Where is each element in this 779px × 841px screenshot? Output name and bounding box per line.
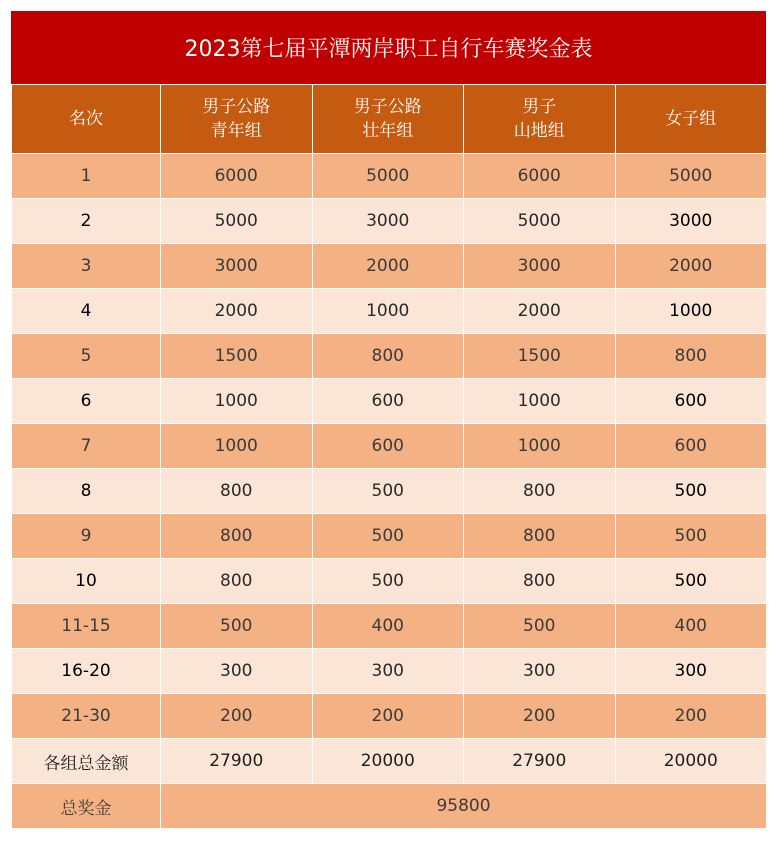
prize-cell: 600 — [312, 424, 464, 469]
header-women — [615, 85, 767, 154]
prize-cell: 1000 — [464, 379, 616, 424]
header-line1: 男子公路 — [202, 97, 271, 117]
group-total-value: 27900 — [161, 739, 313, 784]
prize-cell: 1000 — [312, 289, 464, 334]
header-men-road-adult — [312, 85, 464, 154]
prize-cell: 500 — [312, 559, 464, 604]
rank-cell: 8 — [12, 469, 161, 514]
prize-cell: 500 — [312, 469, 464, 514]
prize-cell: 800 — [464, 514, 616, 559]
prize-cell: 400 — [615, 604, 767, 649]
prize-table-container — [11, 11, 766, 829]
table-body — [12, 154, 767, 829]
table-row — [12, 604, 767, 649]
prize-cell: 800 — [312, 334, 464, 379]
prize-cell: 2000 — [464, 289, 616, 334]
prize-cell: 3000 — [615, 199, 767, 244]
prize-cell: 800 — [161, 559, 313, 604]
rank-cell: 1 — [12, 154, 161, 199]
prize-cell: 1000 — [161, 424, 313, 469]
prize-cell: 1000 — [161, 379, 313, 424]
rank-cell: 2 — [12, 199, 161, 244]
prize-cell: 1000 — [615, 289, 767, 334]
prize-cell: 800 — [615, 334, 767, 379]
header-line2: 壮年组 — [362, 121, 414, 141]
table-row — [12, 694, 767, 739]
rank-cell: 3 — [12, 244, 161, 289]
table-row — [12, 199, 767, 244]
prize-cell: 3000 — [312, 199, 464, 244]
table-title: 2023第七届平潭两岸职工自行车赛奖金表 — [11, 11, 766, 84]
prize-cell: 5000 — [464, 199, 616, 244]
table-row — [12, 559, 767, 604]
prize-cell: 500 — [312, 514, 464, 559]
rank-cell: 10 — [12, 559, 161, 604]
prize-cell: 600 — [615, 424, 767, 469]
rank-cell: 7 — [12, 424, 161, 469]
header-rank — [12, 85, 161, 154]
grand-total-value: 95800 — [161, 784, 767, 829]
prize-cell: 3000 — [464, 244, 616, 289]
header-line1: 男子 — [522, 97, 557, 117]
prize-cell: 500 — [615, 559, 767, 604]
prize-table — [11, 84, 767, 829]
table-row — [12, 244, 767, 289]
table-row — [12, 514, 767, 559]
table-row — [12, 424, 767, 469]
group-total-label: 各组总金额 — [12, 739, 161, 784]
prize-cell: 2000 — [312, 244, 464, 289]
header-row — [12, 85, 767, 154]
prize-cell: 400 — [312, 604, 464, 649]
prize-cell: 800 — [464, 559, 616, 604]
prize-cell: 200 — [161, 694, 313, 739]
header-line1: 男子公路 — [353, 97, 422, 117]
prize-cell: 300 — [161, 649, 313, 694]
rank-cell: 4 — [12, 289, 161, 334]
header-men-road-youth — [161, 85, 313, 154]
prize-cell: 2000 — [615, 244, 767, 289]
table-row — [12, 154, 767, 199]
prize-cell: 1500 — [161, 334, 313, 379]
prize-cell: 5000 — [161, 199, 313, 244]
prize-cell: 300 — [464, 649, 616, 694]
group-total-value: 20000 — [312, 739, 464, 784]
prize-cell: 200 — [312, 694, 464, 739]
rank-cell: 5 — [12, 334, 161, 379]
prize-cell: 500 — [615, 514, 767, 559]
prize-cell: 200 — [464, 694, 616, 739]
rank-cell: 9 — [12, 514, 161, 559]
prize-cell: 800 — [161, 469, 313, 514]
prize-cell: 600 — [312, 379, 464, 424]
table-row — [12, 379, 767, 424]
group-total-value: 27900 — [464, 739, 616, 784]
header-women-label: 女子组 — [665, 109, 717, 129]
rank-cell: 6 — [12, 379, 161, 424]
prize-cell: 200 — [615, 694, 767, 739]
prize-cell: 3000 — [161, 244, 313, 289]
prize-cell: 1000 — [464, 424, 616, 469]
prize-cell: 5000 — [615, 154, 767, 199]
header-rank-label: 名次 — [69, 109, 103, 129]
header-line2: 青年组 — [210, 121, 262, 141]
prize-cell: 600 — [615, 379, 767, 424]
prize-cell: 800 — [464, 469, 616, 514]
prize-cell: 1500 — [464, 334, 616, 379]
table-row — [12, 469, 767, 514]
prize-cell: 2000 — [161, 289, 313, 334]
prize-cell: 6000 — [464, 154, 616, 199]
prize-cell: 6000 — [161, 154, 313, 199]
rank-cell: 11-15 — [12, 604, 161, 649]
table-row — [12, 649, 767, 694]
group-total-value: 20000 — [615, 739, 767, 784]
group-total-row — [12, 739, 767, 784]
prize-cell: 300 — [615, 649, 767, 694]
prize-cell: 5000 — [312, 154, 464, 199]
prize-cell: 500 — [161, 604, 313, 649]
prize-cell: 500 — [615, 469, 767, 514]
rank-cell: 21-30 — [12, 694, 161, 739]
prize-cell: 500 — [464, 604, 616, 649]
table-row — [12, 334, 767, 379]
table-row — [12, 289, 767, 334]
header-line2: 山地组 — [513, 121, 565, 141]
prize-cell: 300 — [312, 649, 464, 694]
prize-cell: 800 — [161, 514, 313, 559]
grand-total-label: 总奖金 — [12, 784, 161, 829]
header-men-mountain — [464, 85, 616, 154]
grand-total-row — [12, 784, 767, 829]
rank-cell: 16-20 — [12, 649, 161, 694]
